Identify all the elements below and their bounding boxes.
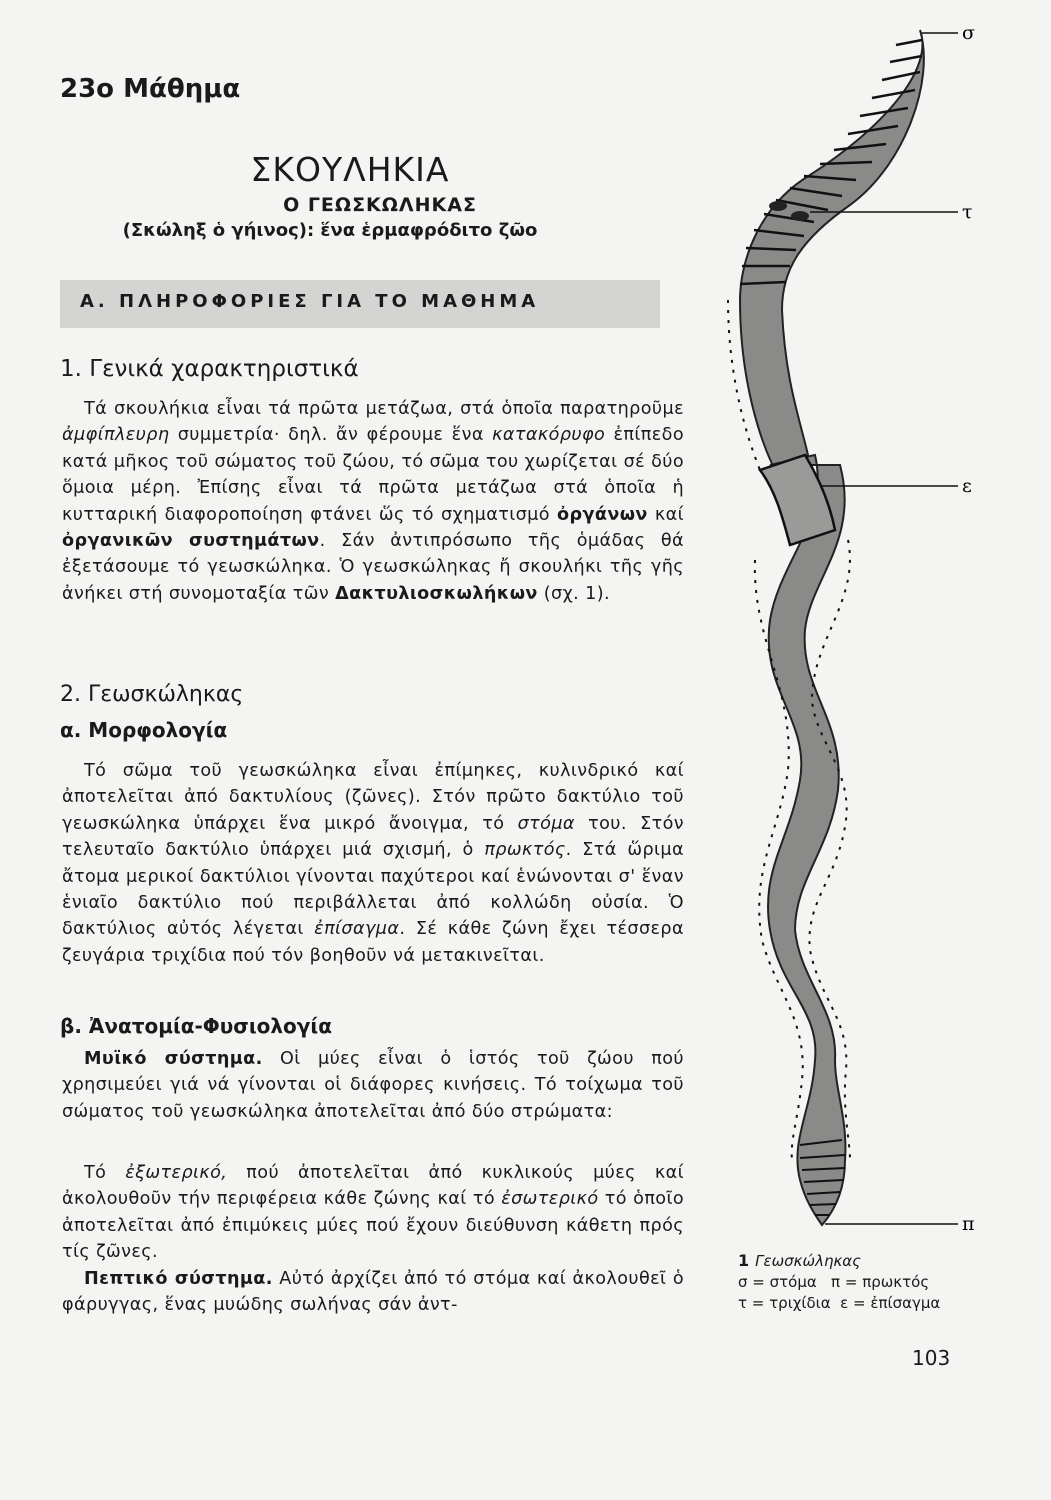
paragraph-general-characteristics: Τά σκουλήκια εἶναι τά πρῶτα μετάζωα, στά ὁποῖα παρατηροῦμε ἀμφίπλευρη συμμετρία· δηλ. ἄν φέρουμε ἕνα κατακόρυφο ἐπίπεδο κατά μῆκος τοῦ σώματος τοῦ ζώου, τό σῶμα του χωρίζεται σέ δύο ὅμοια μέρη. Ἐπίσης εἶναι τά πρῶτα μετάζωα στά ὁποῖα ἡ κυτταρική διαφοροποίηση φτάνει ὥς τό σχηματισμό ὀργάνων καί ὀργανικῶν συστημάτων. Σάν ἀντιπρόσωπο τῆς ὁμάδας θά ἐξετάσουμε τό γεωσκώληκα. Ὁ γεωσκώληκας ἤ σκουλήκι τῆς γῆς ἀνήκει στή συνομοταξία τῶν Δακτυλιοσκωλήκων (σχ. 1). — [62, 399, 684, 604]
label-clitellum: ε — [962, 475, 972, 497]
section-heading-earthworm: 2. Γεωσκώληκας — [60, 682, 244, 707]
paragraph-morphology: Τό σῶμα τοῦ γεωσκώληκα εἶναι ἐπίμηκες, κυλινδρικό καί ἀποτελεῖται ἀπό δακτυλίους (ζῶνες). Στόν πρῶτο δακτύλιο τοῦ γεωσκώληκα ὑπάρχει ἕνα μικρό ἄνοιγμα, τό στόμα του. Στόν τελευταῖο δακτύλιο ὑπάρχει μιά σχισμή, ὁ πρωκτός. Στά ὥριμα ἄτομα μερικοί δακτύλιοι γίνονται παχύτεροι καί ἑνώνονται σ' ἕναν ἑνιαῖο δακτύλιο πού περιβάλλεται ἀπό κολλώδη οὐσία. Ὁ δακτύλιος αὐτός λέγεται ἐπίσαγμα. Σέ κάθε ζώνη ἔχει τέσσερα ζευγάρια τριχίδια πού τόν βοηθοῦν νά μετακινεῖται. — [62, 761, 684, 966]
page-number: 103 — [912, 1346, 951, 1370]
label-bristles: τ — [962, 201, 973, 223]
section-heading-general: 1. Γενικά χαρακτηριστικά — [60, 356, 359, 382]
subheading-anatomy: β. Ἀνατομία-Φυσιολογία — [60, 1014, 332, 1038]
chapter-subtitle: Ο ΓΕΩΣΚΩΛΗΚΑΣ — [283, 194, 477, 216]
figure-caption-line1: σ = στόμα π = πρωκτός — [738, 1273, 930, 1291]
figure-caption-line2: τ = τριχίδια ε = ἐπίσαγμα — [738, 1294, 941, 1312]
figure-number: 1 — [738, 1251, 750, 1270]
figure-caption — [738, 1250, 940, 1314]
paragraph-muscle-layers: Τό ἐξωτερικό, πού ἀποτελεῖται ἀπό κυκλικούς μύες καί ἀκολουθοῦν τήν περιφέρεια κάθε ζώνης καί τό ἐσωτερικό τό ὁποῖο ἀποτελεῖται ἀπό ἐπιμύκεις μύες πού ἔχουν διεύθυνση κάθετη πρός τίς ζῶνες. — [62, 1163, 684, 1263]
chapter-title: ΣΚΟΥΛΗΚΙΑ — [250, 150, 450, 189]
label-mouth: σ — [962, 22, 975, 44]
section-banner-text: Α. ΠΛΗΡΟΦΟΡΙΕΣ ΓΙΑ ΤΟ ΜΑΘΗΜΑ — [80, 291, 540, 312]
paragraph-digestive-system: Πεπτικό σύστημα. Αὐτό ἀρχίζει ἀπό τό στόμα καί ἀκολουθεῖ ὁ φάρυγγας, ἕνας μυώδης σωλήνας σάν ἀντ- — [62, 1269, 684, 1316]
earthworm-figure — [690, 20, 1051, 1260]
earthworm-body — [728, 30, 924, 1225]
label-anus: π — [962, 1213, 975, 1235]
figure-caption-title: Γεωσκώληκας — [755, 1252, 861, 1270]
subheading-morphology: α. Μορφολογία — [60, 718, 228, 742]
chapter-subtitle-latin: (Σκώληξ ὁ γήινος): ἕνα ἑρμαφρόδιτο ζῶο — [122, 220, 538, 241]
paragraph-muscular-system: Μυϊκό σύστημα. Οἱ μύες εἶναι ὁ ἱστός τοῦ ζώου πού χρησιμεύει γιά νά γίνονται οἱ διάφορες κινήσεις. Τό τοίχωμα τοῦ σώματος τοῦ γεωσκώληκα ἀποτελεῖται ἀπό δύο στρώματα: — [62, 1049, 684, 1122]
lesson-label: 23ο Μάθημα — [60, 74, 241, 104]
